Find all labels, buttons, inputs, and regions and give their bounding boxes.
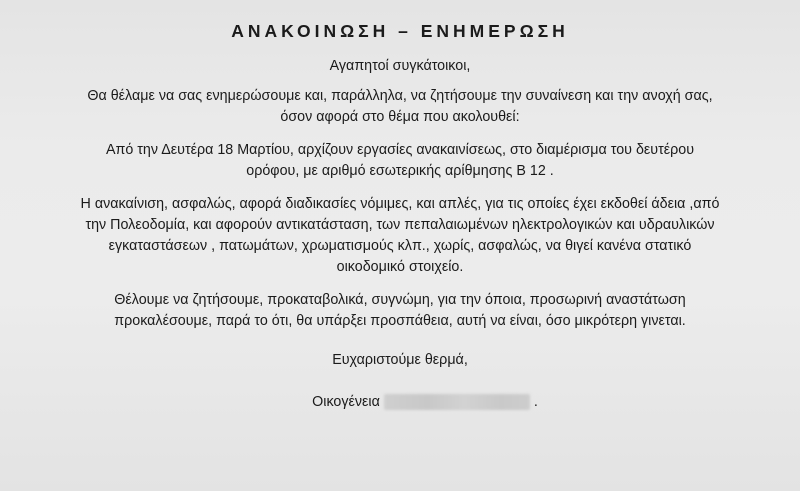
paragraph-line: οικοδομικό στοιχείο. bbox=[336, 259, 464, 275]
paragraph-renovation-details bbox=[15, 194, 785, 278]
greeting-line: Αγαπητοί συγκάτοικοι, bbox=[329, 58, 471, 74]
signature-suffix: . bbox=[533, 394, 538, 410]
closing-line: Ευχαριστούμε θερμά, bbox=[332, 352, 468, 368]
paragraph-line: ορόφου, με αριθμό εσωτερικής αρίθμησης Β 12 . bbox=[246, 163, 554, 179]
paragraph-line: εγκαταστάσεων , πατωμάτων, χρωματισμούς κλπ., χωρίς, ασφαλώς, να θιγεί κανένα στατικό bbox=[108, 238, 692, 254]
paragraph-apology bbox=[15, 290, 785, 332]
paragraph-intro bbox=[15, 86, 785, 128]
paragraph-line: Θέλουμε να ζητήσουμε, προκαταβολικά, συγνώμη, για την όποια, προσωρινή αναστάτωση bbox=[114, 292, 686, 308]
redacted-name-block bbox=[384, 394, 530, 410]
signature-prefix: Οικογένεια bbox=[312, 394, 380, 410]
paragraph-start-date bbox=[15, 140, 785, 182]
paragraph-line: Από την Δευτέρα 18 Μαρτίου, αρχίζουν εργασίες ανακαινίσεως, στο διαμέρισμα του δευτέρου bbox=[105, 142, 695, 158]
paragraph-line: την Πολεοδομία, και αφορούν αντικατάσταση, των πεπαλαιωμένων ηλεκτρολογικών και υδραυλικών bbox=[85, 217, 715, 233]
paragraph-line: όσον αφορά στο θέμα που ακολουθεί: bbox=[280, 109, 520, 125]
paragraph-line: προκαλέσουμε, παρά το ότι, θα υπάρξει προσπάθεια, αυτή να είναι, όσο μικρότερη γινεται. bbox=[114, 313, 686, 329]
paragraph-line: Η ανακαίνιση, ασφαλώς, αφορά διαδικασίες νόμιμες, και απλές, για τις οποίες έχει εκδοθεί άδεια ,από bbox=[80, 196, 720, 212]
notice-title: ΑΝΑΚΟΙΝΩΣΗ – ΕΝΗΜΕΡΩΣΗ bbox=[231, 21, 569, 41]
paragraph-line: Θα θέλαμε να σας ενημερώσουμε και, παράλληλα, να ζητήσουμε την συναίνεση και την ανοχή σας, bbox=[87, 88, 713, 104]
signature bbox=[0, 392, 800, 412]
